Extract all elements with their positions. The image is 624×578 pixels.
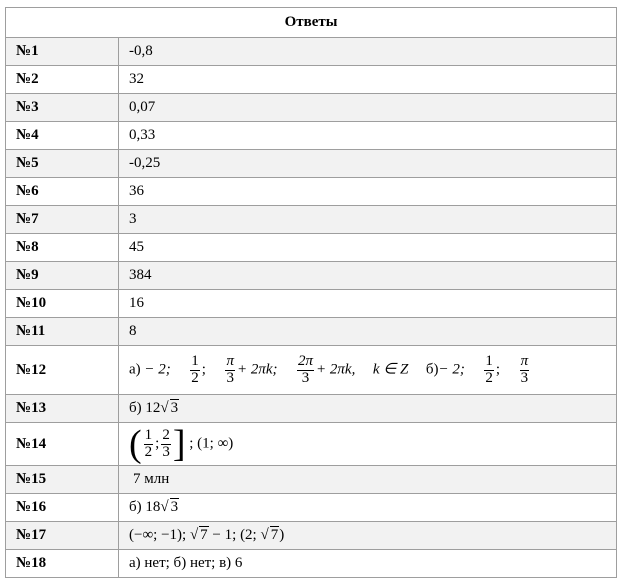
fraction: $\frac{1}{2}$ — [144, 426, 153, 460]
table-title: Ответы — [6, 8, 617, 38]
row-number: №5 — [6, 150, 119, 178]
fraction: $\frac{1}{2}$ — [191, 352, 199, 386]
row-answer: 0,07 — [119, 94, 617, 122]
row-number: №13 — [6, 395, 119, 423]
table-row — [6, 466, 617, 494]
row-number: №10 — [6, 290, 119, 318]
row-number: №18 — [6, 550, 119, 578]
row-answer: -0,8 — [119, 38, 617, 66]
table-row — [6, 395, 617, 423]
answer-text: − 2; — [438, 361, 465, 378]
sqrt-radicand: 7 — [200, 527, 208, 543]
row-number: №8 — [6, 234, 119, 262]
row-answer: а) нет; б) нет; в) 6 — [119, 550, 617, 578]
answer-text: (2; — [240, 527, 257, 543]
fraction: $\frac{2}{3}$ — [162, 426, 170, 460]
fraction: $\frac{2\pi}{3}$ — [298, 352, 314, 386]
row-answer: б) 18√ 3 — [119, 494, 617, 522]
row-answer: 7 млн — [119, 466, 617, 494]
row-number: №11 — [6, 318, 119, 346]
row-number: №17 — [6, 522, 119, 550]
fraction: $\frac{\pi}{3}$ — [520, 352, 529, 386]
row-number: №12 — [6, 346, 119, 395]
table-row — [6, 494, 617, 522]
row-number: №6 — [6, 178, 119, 206]
row-number: №15 — [6, 466, 119, 494]
row-number: №14 — [6, 423, 119, 466]
answer-text: + 2πk; — [236, 361, 278, 378]
row-answer: 3 — [119, 206, 617, 234]
row-number: №9 — [6, 262, 119, 290]
fraction: $\frac{1}{2}$ — [485, 352, 493, 386]
row-number: №1 — [6, 38, 119, 66]
answer-text: − 1; — [212, 527, 237, 543]
table-row — [6, 150, 617, 178]
row-answer: 0,33 — [119, 122, 617, 150]
row-answer: 16 — [119, 290, 617, 318]
sqrt-radicand: 7 — [270, 527, 279, 543]
answer-text: + 2πk, — [316, 361, 356, 378]
answer-text: б) 12 — [129, 400, 161, 416]
row-answer: 45 — [119, 234, 617, 262]
row-answer: 32 — [119, 66, 617, 94]
row-number: №2 — [6, 66, 119, 94]
answer-text: б) 18 — [129, 499, 161, 515]
row-answer: б) 12√ 3 — [119, 395, 617, 423]
row-answer: а) − 2; $\frac{1}{2}$ ; $\frac{\pi}{3}$ + 2πk; $\frac{2\pi}{3}$ + 2πk, k ∈ Z б)− 2; $\frac{1}{2}$ ; $\frac{\pi}{3}$ — [119, 346, 617, 395]
row-answer: (−∞; −1); √ 7 − 1; (2; √ 7) — [119, 522, 617, 550]
table-row — [6, 234, 617, 262]
answer-text: б) — [425, 361, 439, 378]
sqrt-radicand: 3 — [170, 400, 179, 416]
table-row — [6, 206, 617, 234]
answer-text: − 2; — [144, 361, 171, 378]
row-answer: 384 — [119, 262, 617, 290]
answer-text: а) — [129, 361, 141, 378]
table-row — [6, 38, 617, 66]
row-number: №3 — [6, 94, 119, 122]
table-row — [6, 122, 617, 150]
table-row — [6, 290, 617, 318]
row-number: №4 — [6, 122, 119, 150]
table-row — [6, 178, 617, 206]
row-answer: -0,25 — [119, 150, 617, 178]
table-row — [6, 318, 617, 346]
table-row — [6, 423, 617, 466]
answer-text: k ∈ Z — [372, 361, 409, 378]
row-number: №16 — [6, 494, 119, 522]
table-row — [6, 262, 617, 290]
sqrt-radicand: 3 — [170, 499, 179, 515]
table-row — [6, 94, 617, 122]
row-answer: ( $\frac{1}{2}$ ; $\frac{2}{3}$ ] ; (1; ∞) — [119, 423, 617, 466]
table-row — [6, 66, 617, 94]
row-number: №7 — [6, 206, 119, 234]
fraction: $\frac{\pi}{3}$ — [226, 352, 234, 386]
row-answer: 8 — [119, 318, 617, 346]
table-row — [6, 550, 617, 578]
answer-text: ) — [279, 527, 285, 543]
answers-table — [5, 7, 617, 578]
row-answer: 36 — [119, 178, 617, 206]
answer-text: (−∞; −1); — [129, 527, 187, 543]
table-row — [6, 346, 617, 395]
table-row — [6, 522, 617, 550]
answer-text: ; (1; ∞) — [189, 435, 234, 452]
